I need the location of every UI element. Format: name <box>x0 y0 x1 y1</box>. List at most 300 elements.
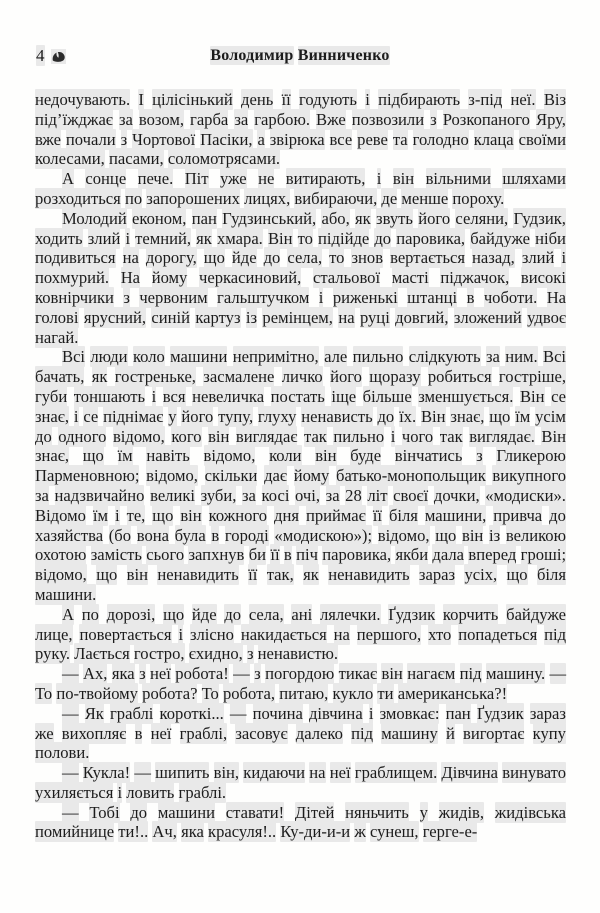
word: неї <box>329 763 351 783</box>
word: машину. <box>486 664 546 684</box>
word: хазяйства <box>35 525 104 545</box>
word: усіх, <box>464 565 498 585</box>
word: їм <box>117 446 133 466</box>
word: великі <box>150 485 196 505</box>
word: біля <box>536 565 566 585</box>
word: Як <box>84 703 104 723</box>
word: ухиляється <box>35 782 114 802</box>
word: годують <box>299 90 357 109</box>
word: відомо, <box>203 446 256 466</box>
word: дорозі, <box>106 604 156 624</box>
word: під <box>544 624 567 644</box>
word: ставати! <box>225 802 285 822</box>
word: чоботи. <box>483 287 538 307</box>
word: до <box>377 406 395 426</box>
word: А <box>62 604 74 624</box>
word: навіть <box>146 446 190 466</box>
word: його <box>181 406 214 426</box>
word: вона <box>136 525 169 545</box>
word: із <box>245 307 258 327</box>
word: непримітно, <box>232 347 319 367</box>
word: на <box>333 624 350 644</box>
word: викупного <box>492 466 567 486</box>
word: неї. <box>510 90 536 109</box>
word: Ах, <box>83 664 108 684</box>
word: Дітей <box>294 802 335 822</box>
word: коли <box>269 446 302 466</box>
word: постать <box>270 386 325 406</box>
word: до <box>263 248 281 268</box>
word: її <box>372 505 382 525</box>
word: вигортає <box>463 723 525 743</box>
word: яка <box>181 822 204 842</box>
word: 28 <box>345 485 362 505</box>
word: і <box>125 228 131 248</box>
word: на <box>309 763 326 783</box>
word: Гудзик, <box>513 208 566 228</box>
word: Ач, <box>152 822 177 842</box>
word: засовує <box>235 723 288 743</box>
word: 4 <box>36 46 45 65</box>
word: або, <box>321 208 350 228</box>
word: назад, <box>472 248 515 268</box>
word: машину <box>381 723 438 743</box>
word: привча <box>493 505 543 525</box>
word: йде <box>231 248 257 268</box>
word: уже <box>219 169 247 189</box>
word: за <box>242 485 256 505</box>
word: накидається <box>240 624 327 644</box>
word: якби <box>395 545 429 565</box>
word: попадеться <box>458 624 538 644</box>
word: — <box>233 664 250 684</box>
word: На <box>546 287 567 307</box>
word: злісно <box>189 624 234 644</box>
word: се <box>551 386 567 406</box>
word: він <box>208 426 230 446</box>
word: ненависть <box>301 406 373 426</box>
paragraph <box>35 704 566 763</box>
word: за <box>325 485 340 505</box>
word: люди <box>90 347 128 367</box>
word: він <box>461 525 484 545</box>
word: лялечки. <box>319 604 381 624</box>
word: вже <box>35 129 61 149</box>
word: що <box>435 525 457 545</box>
word: знов <box>351 248 384 268</box>
word: те, <box>126 505 146 525</box>
word: колесами, <box>35 149 105 169</box>
word: — <box>134 763 151 783</box>
word: Ку-ди-и-и <box>280 822 351 842</box>
word: гостріше, <box>498 367 567 387</box>
word: і <box>318 287 324 307</box>
word: граблі <box>109 703 154 723</box>
word: Пасіки, <box>200 129 253 149</box>
word: а <box>257 129 265 149</box>
word: замість <box>90 545 142 565</box>
word: під <box>459 664 482 684</box>
word: на <box>122 248 139 268</box>
word: надзвичайно <box>54 485 145 505</box>
word: їм <box>92 505 108 525</box>
word: і <box>365 90 370 109</box>
word: кидаючи <box>243 763 306 783</box>
word: як <box>303 565 319 585</box>
word: і <box>368 703 374 723</box>
word: — <box>549 664 567 684</box>
word: до <box>549 505 566 525</box>
word: — <box>229 703 247 723</box>
paragraph <box>35 347 566 604</box>
paragraph <box>35 169 566 209</box>
word: своєї <box>393 485 429 505</box>
word: ти <box>377 683 394 703</box>
word: одного <box>58 426 107 446</box>
word: в <box>134 723 143 743</box>
word: у <box>419 802 428 822</box>
word: погордою <box>265 664 335 684</box>
word: американська?! <box>397 683 508 703</box>
word: з <box>139 664 146 684</box>
word: знає, <box>35 406 70 426</box>
word: Кукла! <box>82 763 131 783</box>
word: запорошених <box>146 188 240 208</box>
word: ходить <box>35 228 83 248</box>
word: байдуже <box>470 228 531 248</box>
word: почина <box>252 703 303 723</box>
word: і <box>390 426 396 446</box>
word: Він <box>541 426 566 446</box>
word: приймає <box>305 505 366 525</box>
word: села, <box>287 248 323 268</box>
word: змовкає: <box>379 703 440 723</box>
word: вихопляє <box>61 723 127 743</box>
word: — <box>62 802 79 822</box>
word: голові <box>35 307 79 327</box>
word: позвозили <box>351 109 425 129</box>
word: похмурий. <box>35 268 110 288</box>
word: так <box>439 426 463 446</box>
word: Яру, <box>536 109 566 129</box>
word: що <box>82 446 104 466</box>
word: за <box>485 347 500 367</box>
word: нагай. <box>35 327 79 347</box>
word: день <box>241 90 274 109</box>
word: жидівська <box>494 802 567 822</box>
word: і <box>73 406 79 426</box>
word: далеко <box>295 723 343 743</box>
word: довгий, <box>395 307 449 327</box>
word: Молодий <box>62 208 127 228</box>
word: няньчить <box>345 802 409 822</box>
word: риженькі <box>332 287 398 307</box>
word: шляхами <box>502 169 566 189</box>
word: під <box>351 723 374 743</box>
word: ти!.. <box>118 822 149 842</box>
word: пасами, <box>108 149 164 169</box>
word: Гудзинський, <box>222 208 317 228</box>
word: що <box>203 248 225 268</box>
word: дівчина <box>308 703 363 723</box>
word: в <box>466 287 475 307</box>
page-body <box>35 90 566 842</box>
word: На <box>120 268 141 288</box>
word: вінчатись <box>394 446 463 466</box>
word: почали <box>65 129 116 149</box>
word: невеличка <box>192 386 265 406</box>
word: як <box>355 208 371 228</box>
word: буде <box>350 446 382 466</box>
word: питаю, <box>279 683 329 703</box>
word: з <box>246 644 254 664</box>
word: і <box>117 782 123 802</box>
word: — <box>62 763 79 783</box>
word: Розкопаного <box>442 109 530 129</box>
word: зложений <box>453 307 522 327</box>
word: хмара. <box>216 228 263 248</box>
word: не <box>258 169 275 189</box>
word: пан <box>445 703 471 723</box>
word: він <box>126 565 148 585</box>
word: відомо, <box>146 466 198 486</box>
word: нагаєм <box>407 664 456 684</box>
word: до <box>374 228 392 248</box>
word: пан <box>191 208 217 228</box>
word: високі <box>520 268 566 288</box>
word: запхнув <box>188 545 245 565</box>
word: знає, <box>35 446 70 466</box>
word: лице, <box>35 624 73 644</box>
word: ані <box>291 604 313 624</box>
word: охотою <box>35 545 87 565</box>
word: зараз <box>418 565 456 585</box>
word: до <box>35 426 52 446</box>
word: хто <box>428 624 452 644</box>
word: і <box>376 169 382 189</box>
word: то <box>297 228 313 248</box>
word: Винниченко <box>297 47 390 64</box>
word: кожного <box>208 505 268 525</box>
word: села, <box>248 604 284 624</box>
word: й <box>445 723 455 743</box>
word: Він <box>420 406 446 426</box>
word: гроші; <box>520 545 567 565</box>
paragraph <box>35 90 566 169</box>
word: Лається <box>74 644 130 664</box>
word: під’їжджає <box>35 109 113 129</box>
word: яка <box>111 664 135 684</box>
word: Тобі <box>89 802 120 822</box>
word: граблищем. <box>354 763 438 783</box>
word: ремінцем, <box>262 307 333 327</box>
word: дає <box>264 466 288 486</box>
word: ковнірчики <box>35 287 114 307</box>
page-header <box>36 46 564 68</box>
word: се <box>83 406 99 426</box>
word: біля <box>388 505 418 525</box>
word: голодно <box>412 129 469 149</box>
word: по-твойому <box>56 683 138 703</box>
word: за <box>118 109 133 129</box>
word: за <box>234 109 249 129</box>
word: він, <box>213 763 240 783</box>
word: менше <box>401 188 449 208</box>
word: Дівчина <box>441 763 499 783</box>
word: Всі <box>543 347 567 367</box>
word: своїми <box>518 129 566 149</box>
word: де <box>381 188 398 208</box>
word: сонце <box>85 169 127 189</box>
word: дня <box>274 505 300 525</box>
word: відомо, <box>35 565 87 585</box>
word: купу <box>532 723 566 743</box>
paragraph <box>35 763 566 803</box>
word: очі, <box>295 485 321 505</box>
word: з <box>123 287 130 307</box>
word: стальової <box>312 268 381 288</box>
word: що <box>152 505 174 525</box>
word: масті <box>391 268 429 288</box>
word: синій <box>151 307 191 327</box>
word: повертається <box>79 624 172 644</box>
word: в <box>211 525 220 545</box>
word: і <box>561 248 567 268</box>
word: виглядає <box>235 426 298 446</box>
word: відомо, <box>377 525 430 545</box>
word: її <box>248 565 258 585</box>
word: А <box>62 169 74 189</box>
word: — <box>62 664 79 684</box>
word: Чортової <box>132 129 196 149</box>
word: з <box>254 664 261 684</box>
word: ніби <box>535 228 566 248</box>
word: витирають, <box>285 169 366 189</box>
word: лицях, <box>244 188 291 208</box>
word: руці <box>359 307 390 327</box>
word: підбирають <box>378 90 461 109</box>
word: тикає <box>338 664 378 684</box>
word: її <box>281 90 291 109</box>
word: він <box>315 446 337 466</box>
word: літ <box>367 485 388 505</box>
word: так, <box>266 565 294 585</box>
word: він <box>180 505 202 525</box>
word: він <box>381 664 403 684</box>
word: пороху. <box>452 188 505 208</box>
word: зуби, <box>200 485 237 505</box>
word: ярусний, <box>83 307 147 327</box>
word: губи <box>35 386 68 406</box>
word: соломотрясами. <box>167 149 280 169</box>
word: руку. <box>35 644 70 664</box>
word: першого, <box>356 624 422 644</box>
word: темний, <box>135 228 192 248</box>
word: робота? <box>142 683 198 703</box>
word: паровика, <box>322 545 392 565</box>
word: у <box>168 406 177 426</box>
word: шипить <box>155 763 210 783</box>
word: кукло <box>332 683 374 703</box>
word: ненавидить <box>328 565 410 585</box>
word: йому <box>151 268 188 288</box>
word: То <box>35 683 53 703</box>
word: ловить <box>126 782 175 802</box>
word: бачать, <box>35 367 85 387</box>
word: іще <box>331 386 357 406</box>
word: І <box>138 90 144 109</box>
paragraph <box>35 803 566 843</box>
word: красуля!.. <box>208 822 277 842</box>
word: возом, <box>138 109 184 129</box>
word: реве <box>357 129 388 149</box>
word: гарба <box>190 109 229 129</box>
word: піч <box>296 545 318 565</box>
word: байдуже <box>506 604 566 624</box>
word: відомо, <box>112 426 165 446</box>
word: по <box>124 188 143 208</box>
word: із <box>488 525 501 545</box>
word: недочувають. <box>35 90 131 109</box>
word: клаца <box>473 129 514 149</box>
word: вся <box>162 386 186 406</box>
word: великою <box>505 525 567 545</box>
running-title <box>36 47 564 65</box>
word: чого <box>401 426 434 446</box>
word: Ґудзик <box>388 604 436 624</box>
word: на <box>338 307 355 327</box>
word: картуз <box>195 307 241 327</box>
word: неї <box>150 664 171 684</box>
word: звірюка <box>269 129 325 149</box>
word: піджачок, <box>440 268 510 288</box>
word: кого <box>171 426 202 446</box>
word: робиться <box>427 367 492 387</box>
word: герге-е- <box>422 822 478 842</box>
word: він <box>392 169 415 189</box>
word: йому <box>293 466 330 486</box>
word: до <box>224 604 242 624</box>
word: розходиться <box>35 188 121 208</box>
word: гальштучком <box>217 287 310 307</box>
word: та <box>392 129 408 149</box>
word: виглядає. <box>469 426 535 446</box>
word: ненавистю. <box>257 644 339 664</box>
word: Всі <box>62 347 86 367</box>
word: вертається <box>390 248 466 268</box>
word: винувато <box>502 763 567 783</box>
word: граблі, <box>179 723 228 743</box>
word: його <box>418 208 451 228</box>
word: «модиски». <box>485 485 566 505</box>
word: полови. <box>35 743 90 763</box>
word: граблі. <box>178 782 227 802</box>
word: що <box>96 565 118 585</box>
word: вибираючи, <box>294 188 378 208</box>
word: косі <box>261 485 290 505</box>
word: по <box>81 604 99 624</box>
word: штанці <box>407 287 458 307</box>
word: робота, <box>222 683 276 703</box>
word: більше <box>362 386 412 406</box>
word: Він <box>267 228 293 248</box>
word: тупу, <box>218 406 254 426</box>
word: що <box>506 565 528 585</box>
word: їм <box>515 406 531 426</box>
word: (бо <box>108 525 132 545</box>
word: піднімає <box>103 406 164 426</box>
word: Він <box>519 386 545 406</box>
